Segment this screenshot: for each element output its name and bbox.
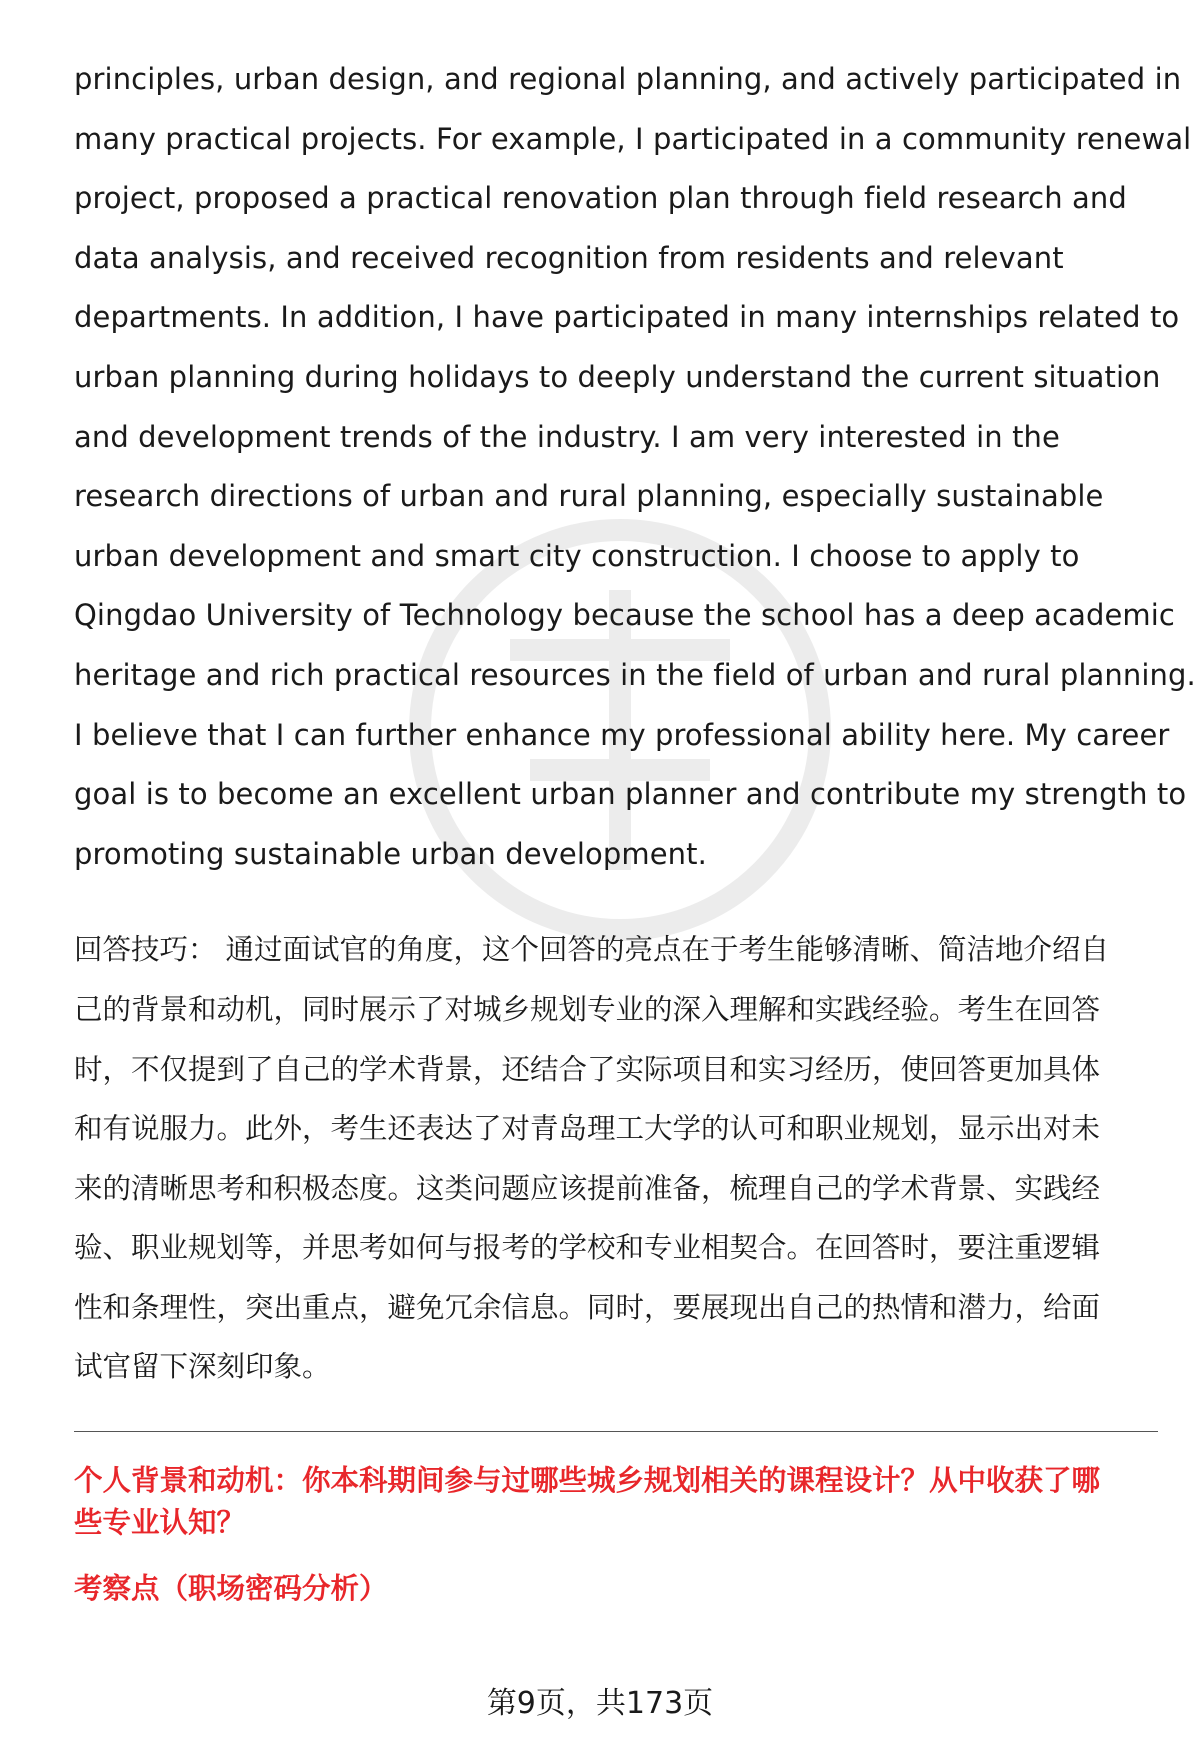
document-page [74, 50, 1196, 1610]
answer-line: I believe that I can further enhance my professional ability here. My career [74, 717, 1170, 752]
tips-line: 回答技巧： 通过面试官的角度，这个回答的亮点在于考生能够清晰、简洁地介绍自 [74, 933, 1110, 967]
answer-line: goal is to become an excellent urban planner and contribute my strength to [74, 777, 1187, 812]
question-line: 些专业认知？ [74, 1506, 246, 1540]
answer-paragraph [74, 50, 1196, 884]
answer-line: and development trends of the industry. I am very interested in the [74, 419, 1060, 454]
answer-line: promoting sustainable urban development. [74, 836, 707, 871]
tips-line: 性和条理性，突出重点，避免冗余信息。同时，要展现出自己的热情和潜力，给面 [74, 1290, 1101, 1324]
answer-line: urban development and smart city construction. I choose to apply to [74, 538, 1080, 573]
answer-line: Qingdao University of Technology because the school has a deep academic [74, 598, 1175, 633]
tips-line: 和有说服力。此外，考生还表达了对青岛理工大学的认可和职业规划，显示出对未 [74, 1112, 1101, 1146]
tips-line: 时，不仅提到了自己的学术背景，还结合了实际项目和实习经历，使回答更加具体 [74, 1052, 1101, 1086]
section-heading: 考察点（职场密码分析） [74, 1572, 388, 1606]
answer-line: urban planning during holidays to deeply understand the current situation [74, 359, 1161, 394]
answer-line: project, proposed a practical renovation plan through field research and [74, 181, 1127, 216]
tips-line: 验、职业规划等，并思考如何与报考的学校和专业相契合。在回答时，要注重逻辑 [74, 1231, 1101, 1265]
section-divider [74, 1431, 1158, 1432]
tips-line: 来的清晰思考和积极态度。这类问题应该提前准备，梳理自己的学术背景、实践经 [74, 1171, 1101, 1205]
question-heading [74, 1460, 1158, 1544]
answer-line: departments. In addition, I have participated in many internships related to [74, 300, 1180, 335]
answer-line: many practical projects. For example, I participated in a community renewal [74, 121, 1192, 156]
question-line: 个人背景和动机：你本科期间参与过哪些城乡规划相关的课程设计？从中收获了哪 [74, 1464, 1101, 1498]
answer-line: heritage and rich practical resources in the field of urban and rural planning. [74, 657, 1196, 692]
tips-line: 己的背景和动机，同时展示了对城乡规划专业的深入理解和实践经验。考生在回答 [74, 992, 1101, 1026]
page-number: 第9页，共173页 [486, 1686, 714, 1721]
answer-line: research directions of urban and rural planning, especially sustainable [74, 479, 1104, 514]
answer-tips-paragraph [74, 920, 1158, 1397]
answer-line: data analysis, and received recognition from residents and relevant [74, 240, 1064, 275]
answer-line: principles, urban design, and regional planning, and actively participated in [74, 62, 1182, 96]
tips-line: 试官留下深刻印象。 [74, 1350, 331, 1384]
